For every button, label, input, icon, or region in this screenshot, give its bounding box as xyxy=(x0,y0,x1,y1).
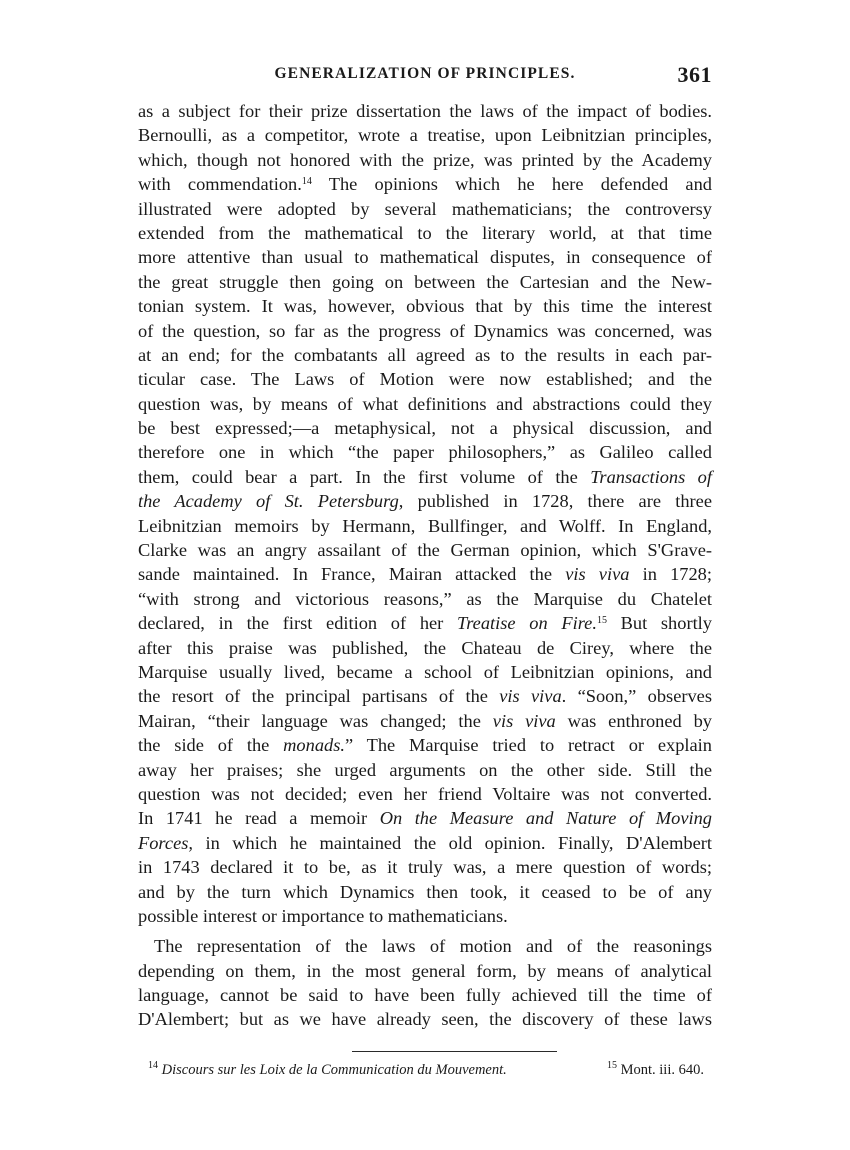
text-line: as a subject for their prize dissertation the laws of the impact of bodies. xyxy=(138,101,712,121)
text-line: Forces, in which he maintained the old opinion. Finally, D'Alembert xyxy=(138,832,712,853)
footnotes xyxy=(148,1062,712,1084)
text-line: at an end; for the combatants all agreed as to the results in each par- xyxy=(138,344,712,365)
text-line: declared, in the first edition of her Treatise on Fire.$^{15}$ But shortly xyxy=(138,613,712,634)
footnote-14: $^{14}$ Discours sur les Loix de la Communication du Mouvement. xyxy=(148,1060,507,1078)
text-line: Clarke was an angry assailant of the German opinion, which S'Grave- xyxy=(138,540,712,561)
page-number: 361 xyxy=(677,62,712,87)
text-line: therefore one in which “the paper philosophers,” as Galileo called xyxy=(138,442,712,463)
running-title: GENERALIZATION OF PRINCIPLES. xyxy=(274,65,576,82)
text-line: possible interest or importance to mathematicians. xyxy=(138,905,508,926)
text-line: D'Alembert; but as we have already seen, the discovery of these laws xyxy=(138,1009,712,1030)
text-line: in 1743 declared it to be, as it truly was, a mere question of words; xyxy=(138,857,712,878)
text-line: the great struggle then going on between the Cartesian and the New- xyxy=(138,271,712,292)
text-line: the resort of the principal partisans of the vis viva. “Soon,” observes xyxy=(138,686,712,707)
text-line: depending on them, in the most general form, by means of analytical xyxy=(138,960,712,981)
text-line: and by the turn which Dynamics then took, it ceased to be of any xyxy=(138,881,712,902)
text-line: Leibnitzian memoirs by Hermann, Bullfinger, and Wolff. In England, xyxy=(138,515,712,536)
footnote-15: $^{15}$ Mont. iii. 640. xyxy=(606,1060,704,1078)
text-line: more attentive than usual to mathematical disputes, in consequence of xyxy=(138,247,712,268)
text-line: Marquise usually lived, became a school of Leibnitzian opinions, and xyxy=(138,661,712,682)
footnote-rule xyxy=(352,1051,557,1052)
text-line: illustrated were adopted by several mathematicians; the controversy xyxy=(138,198,712,219)
text-line: sande maintained. In France, Mairan attacked the vis viva in 1728; xyxy=(138,564,712,585)
text-line: away her praises; she urged arguments on the other side. Still the xyxy=(138,759,712,780)
text-line: be best expressed;—a metaphysical, not a physical discussion, and xyxy=(138,418,712,439)
text-line: them, could bear a part. In the first volume of the Transactions of xyxy=(138,466,712,487)
text-line: the side of the monads.” The Marquise tried to retract or explain xyxy=(138,735,712,756)
text-line: The representation of the laws of motion and of the reasonings xyxy=(154,936,712,957)
text-line: In 1741 he read a memoir On the Measure and Nature of Moving xyxy=(138,808,712,829)
running-head xyxy=(138,62,712,88)
text-line: question was not decided; even her friend Voltaire was not converted. xyxy=(138,783,712,804)
text-line: “with strong and victorious reasons,” as the Marquise du Chatelet xyxy=(138,588,712,609)
text-line: language, cannot be said to have been fully achieved till the time of xyxy=(138,985,712,1006)
text-line: ticular case. The Laws of Motion were now established; and the xyxy=(138,369,712,390)
text-line: Mairan, “their language was changed; the vis viva was enthroned by xyxy=(138,710,712,731)
text-line: with commendation.$^{14}$ The opinions which he here defended and xyxy=(138,174,712,195)
text-line: Bernoulli, as a competitor, wrote a treatise, upon Leibnitzian principles, xyxy=(138,125,712,146)
text-line: which, though not honored with the prize, was printed by the Academy xyxy=(138,149,712,170)
text-line: extended from the mathematical to the literary world, at that time xyxy=(138,222,712,243)
text-line: of the question, so far as the progress of Dynamics was concerned, was xyxy=(138,320,712,341)
text-line: after this praise was published, the Chateau de Cirey, where the xyxy=(138,637,712,658)
text-line: question was, by means of what definitions and abstractions could they xyxy=(138,393,712,414)
body-text xyxy=(138,99,712,1032)
text-line: tonian system. It was, however, obvious that by this time the interest xyxy=(138,296,712,317)
text-line: the Academy of St. Petersburg, published in 1728, there are three xyxy=(138,491,712,512)
